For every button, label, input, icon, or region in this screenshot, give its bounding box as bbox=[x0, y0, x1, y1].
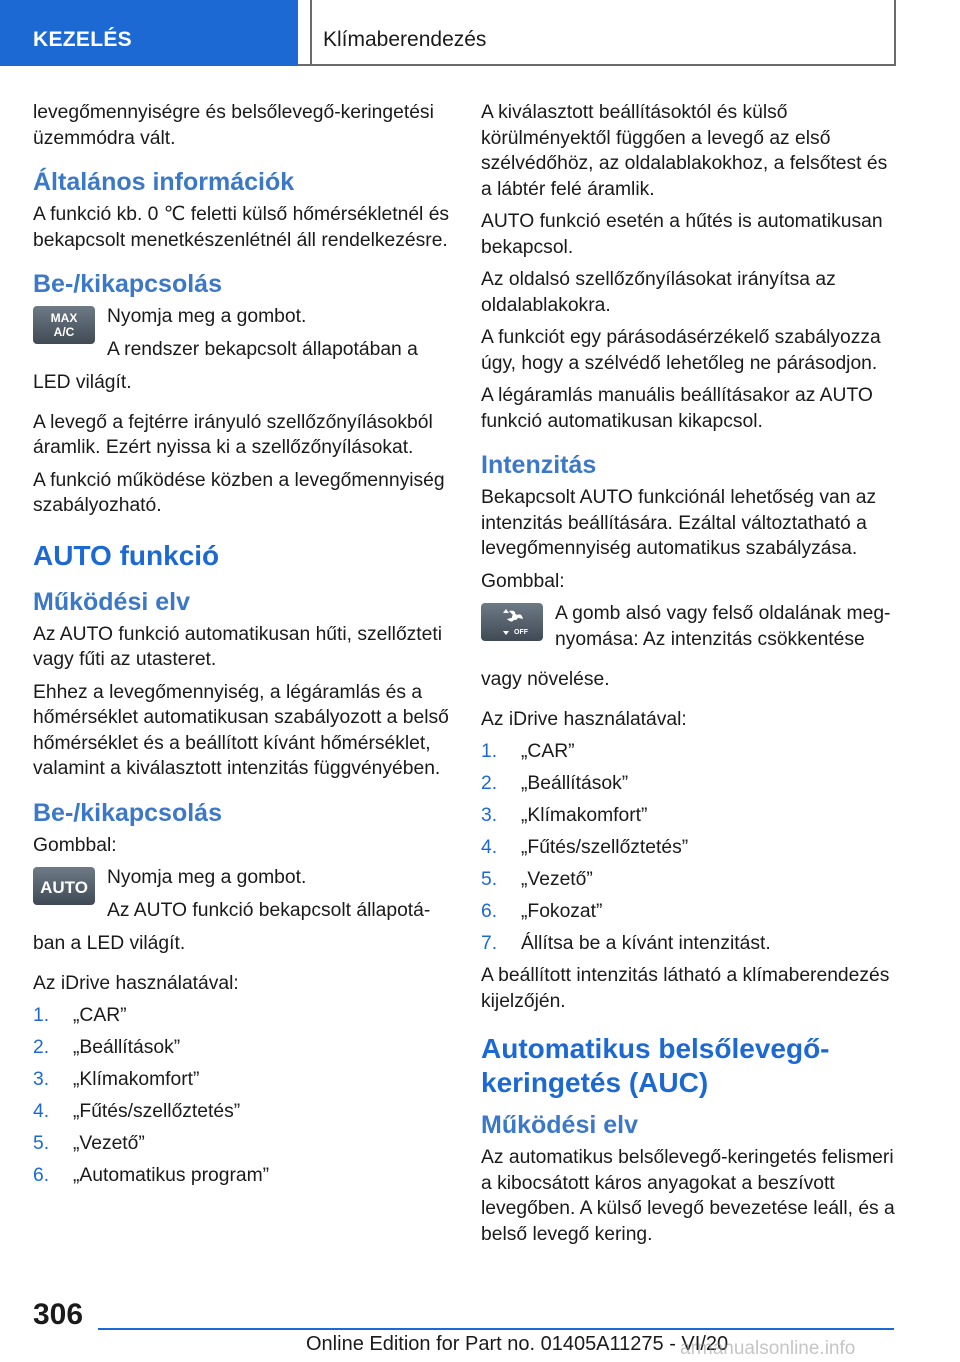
step-text: „Vezető” bbox=[73, 1133, 145, 1154]
fan-instruction-2: nyomása: Az intenzitás csökkentése bbox=[555, 628, 865, 650]
step-text: „Klímakomfort” bbox=[521, 805, 648, 826]
auto-icon-text: AUTO bbox=[40, 878, 88, 897]
principle-text-1: Az AUTO funkció automatikusan hűti, szellőzteti vagy fűti az utasteret. bbox=[33, 623, 443, 670]
maxac-instruction: Nyomja meg a gombot. bbox=[107, 306, 307, 327]
idrive-steps bbox=[33, 1003, 453, 1189]
step-item bbox=[481, 739, 901, 765]
manual-airflow-text: A légáramlás manuális beállításakor az AUTO funkció automatikusan kikapcsol. bbox=[481, 385, 873, 432]
step-number: 1. bbox=[481, 741, 498, 762]
header-rule bbox=[298, 64, 896, 66]
intensity-text: Bekapcsolt AUTO funkciónál lehetőség van az intenzitás beállítására. Ezáltal változtatható a levegőmennyiség automatikus szabályzása. bbox=[481, 487, 877, 559]
step-text: „Beállítások” bbox=[73, 1037, 181, 1058]
step-number: 5. bbox=[33, 1133, 50, 1154]
fan-intensity-button-icon bbox=[481, 603, 543, 641]
watermark: armanualsonline.info bbox=[680, 1338, 856, 1359]
fan-instruction-cont: vagy növelése. bbox=[481, 669, 610, 690]
step-item bbox=[33, 1099, 453, 1125]
principle-heading: Működési elv bbox=[33, 587, 190, 616]
fog-sensor-text: A funkciót egy párásodásérzékelő szabályozza úgy, hogy a szélvédő lehetőleg ne párásodjon. bbox=[481, 327, 881, 374]
step-text: „Vezető” bbox=[521, 869, 593, 890]
auc-principle-text: Az automatikus belsőlevegő-keringetés felismeri a kibocsátott káros anyagokat a beszívott levegőben. A külső levegő bevezetése leáll, és a belső levegő kering. bbox=[481, 1147, 895, 1245]
airflow-direction-text: A kiválasztott beállításoktól és külső körülményektől függően a levegő az első szélvédőhöz, az oldalablakokhoz, a felsőtest és a lábtér felé áramlik. bbox=[481, 102, 888, 200]
cooling-text: AUTO funkció esetén a hűtés is automatikusan bekapcsol. bbox=[481, 211, 883, 258]
step-number: 6. bbox=[481, 901, 498, 922]
step-text: „Fűtés/szellőztetés” bbox=[521, 837, 689, 858]
step-item bbox=[33, 1067, 453, 1093]
step-number: 7. bbox=[481, 933, 498, 954]
step-item bbox=[481, 931, 901, 957]
side-vents-text: Az oldalsó szellőzőnyílásokat irányítsa az oldalablakokra. bbox=[481, 269, 836, 316]
step-number: 3. bbox=[33, 1069, 50, 1090]
step-text: „CAR” bbox=[73, 1005, 127, 1026]
step-item bbox=[33, 1035, 453, 1061]
header-divider bbox=[310, 0, 312, 66]
idrive-label: Az iDrive használatával: bbox=[481, 708, 687, 730]
step-item bbox=[481, 899, 901, 925]
general-info-heading: Általános információk bbox=[33, 168, 295, 196]
max-ac-icon-line1: MAX bbox=[50, 311, 78, 325]
chapter-tab-label: KEZELÉS bbox=[33, 28, 132, 51]
auc-principle-heading: Működési elv bbox=[481, 1111, 638, 1139]
button-label: Gombbal: bbox=[33, 834, 117, 856]
right-column bbox=[481, 100, 901, 1254]
step-number: 5. bbox=[481, 869, 498, 890]
step-number: 3. bbox=[481, 805, 498, 826]
principle-text-2: Ehhez a levegőmennyiség, a légáramlás és a hőmérséklet automatikusan szabályozott a belső hőmérséklet és a beállított kívánt hőmérséklet, valamint a kiválasztott intenzitás függvényében. bbox=[33, 681, 449, 779]
auto-function-heading: AUTO funkció bbox=[33, 539, 220, 571]
footer-rule bbox=[98, 1328, 894, 1330]
step-item bbox=[33, 1003, 453, 1029]
step-item bbox=[481, 867, 901, 893]
maxac-led-text-cont: LED világít. bbox=[33, 372, 132, 393]
step-number: 6. bbox=[33, 1165, 50, 1186]
step-text: „Fűtés/szellőztetés” bbox=[73, 1101, 241, 1122]
fan-icon-text: OFF bbox=[514, 629, 528, 636]
step-text: „CAR” bbox=[521, 741, 575, 762]
header-divider-right bbox=[894, 0, 896, 66]
step-text: „Automatikus program” bbox=[73, 1165, 270, 1186]
auto-button-icon bbox=[33, 867, 95, 905]
fan-button-row bbox=[481, 601, 901, 665]
max-ac-icon-line2: A/C bbox=[53, 325, 75, 339]
intensity-heading: Intenzitás bbox=[481, 451, 597, 479]
step-number: 4. bbox=[481, 837, 498, 858]
step-text: Állítsa be a kívánt intenzitást. bbox=[521, 933, 771, 954]
page-header bbox=[0, 0, 960, 68]
button-label: Gombbal: bbox=[481, 570, 565, 592]
chapter-tab bbox=[0, 0, 298, 66]
auto-button-row bbox=[33, 865, 453, 929]
auto-onoff-heading: Be-/kikapcsolás bbox=[33, 798, 222, 827]
step-text: „Fokozat” bbox=[521, 901, 603, 922]
step-item bbox=[33, 1131, 453, 1157]
maxac-led-text: A rendszer bekapcsolt állapotában a bbox=[107, 338, 418, 360]
idrive-steps bbox=[481, 739, 901, 957]
general-info-text: A funkció kb. 0 ℃ feletti külső hőmérsékletnél és bekapcsolt menetkészenlétnél áll rendelkezésre. bbox=[33, 204, 450, 251]
step-number: 1. bbox=[33, 1005, 50, 1026]
airflow-amount-text: A funkció működése közben a levegőmennyiség szabályozható. bbox=[33, 469, 445, 516]
step-item bbox=[481, 835, 901, 861]
maxac-onoff-heading: Be-/kikapcsolás bbox=[33, 270, 222, 298]
edition-text: Online Edition for Part no. 01405A11275 - VI/20 bbox=[306, 1333, 729, 1355]
auc-heading: Automatikus belsőlevegő-keringetés (AUC) bbox=[481, 1033, 830, 1098]
auto-led-text: Az AUTO funkció bekapcsolt állapotá- bbox=[107, 899, 431, 921]
auto-instruction: Nyomja meg a gombot. bbox=[107, 867, 307, 888]
fan-instruction: A gomb alsó vagy felső oldalának meg- bbox=[555, 603, 891, 624]
step-item bbox=[33, 1163, 453, 1189]
step-text: „Beállítások” bbox=[521, 773, 629, 794]
airflow-text: A levegő a fejtérre irányuló szellőzőnyílásokból áramlik. Ezért nyissa ki a szellőzőnyílásokat. bbox=[33, 411, 433, 458]
step-number: 2. bbox=[481, 773, 498, 794]
left-column bbox=[33, 100, 453, 1195]
step-item bbox=[481, 771, 901, 797]
page-number: 306 bbox=[33, 1298, 84, 1331]
auto-led-text-cont: ban a LED világít. bbox=[33, 933, 186, 954]
idrive-label: Az iDrive használatával: bbox=[33, 972, 239, 994]
step-number: 4. bbox=[33, 1101, 50, 1122]
intensity-display-text: A beállított intenzitás látható a klímaberendezés kijelzőjén. bbox=[481, 965, 890, 1012]
intro-text: levegőmennyiségre és belsőlevegő-keringetési üzemmódra vált. bbox=[33, 102, 434, 149]
max-ac-button-icon bbox=[33, 306, 95, 344]
maxac-button-row bbox=[33, 304, 453, 368]
section-title: Klímaberendezés bbox=[323, 28, 487, 51]
step-item bbox=[481, 803, 901, 829]
step-text: „Klímakomfort” bbox=[73, 1069, 200, 1090]
step-number: 2. bbox=[33, 1037, 50, 1058]
